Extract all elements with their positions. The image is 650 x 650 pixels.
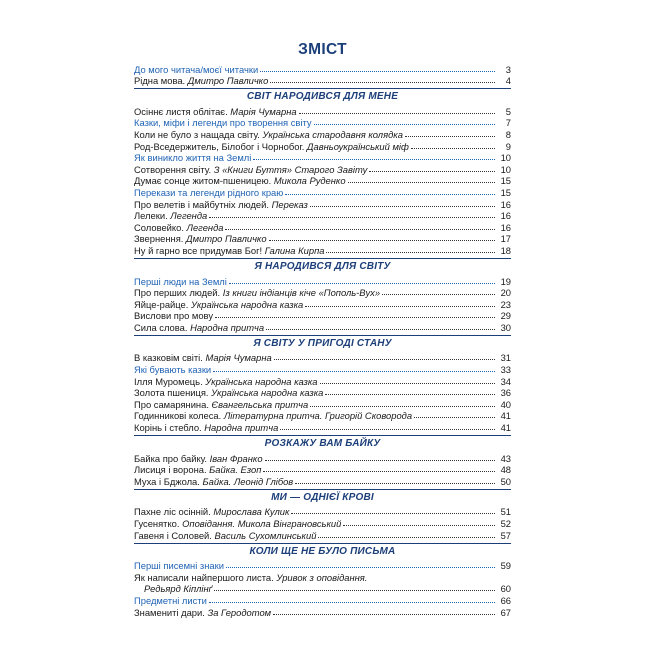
entry-title xyxy=(134,476,293,487)
entry-author: Марія Чумарна xyxy=(205,352,272,364)
entry-text: Корінь і стебло. xyxy=(134,422,205,434)
toc-subheading[interactable] xyxy=(134,63,511,75)
page-number: 19 xyxy=(500,275,511,287)
dot-leader xyxy=(280,429,495,430)
entry-title xyxy=(134,376,318,387)
dot-leader xyxy=(295,483,495,484)
entry-title xyxy=(134,410,412,421)
toc-entry[interactable] xyxy=(134,244,511,256)
entry-title xyxy=(134,310,213,321)
entry-text: Годинникові колеса. xyxy=(134,410,224,422)
dot-leader xyxy=(369,171,495,172)
entry-author: Василь Сухомлинський xyxy=(214,529,317,541)
page-number: 20 xyxy=(500,287,511,299)
page-number: 66 xyxy=(500,594,511,606)
page-number: 51 xyxy=(500,506,511,518)
dot-leader xyxy=(263,471,495,472)
page-number: 4 xyxy=(505,75,511,87)
entry-title xyxy=(134,299,303,310)
toc-entry[interactable] xyxy=(134,464,511,476)
entry-author: Байка. Езоп xyxy=(209,464,262,476)
entry-text: Осіннє листя облітає. xyxy=(134,105,231,117)
entry-author: Галина Кирпа xyxy=(264,244,325,256)
entry-title xyxy=(134,245,324,256)
page-number: 18 xyxy=(500,244,511,256)
toc-entry[interactable] xyxy=(134,571,511,583)
entry-text: Ну й гарно все придумав Бог! xyxy=(134,244,265,256)
toc-entry[interactable] xyxy=(134,128,511,140)
entry-author: Іван Франко xyxy=(209,452,263,464)
dot-leader xyxy=(260,71,495,72)
entry-text: Байка про байку. xyxy=(134,452,210,464)
entry-text: Гавеня і Соловей. xyxy=(134,529,215,541)
page-number: 3 xyxy=(505,63,511,75)
page-number: 59 xyxy=(500,560,511,572)
dot-leader xyxy=(348,182,495,183)
entry-author: Українська народна казка xyxy=(190,298,304,310)
toc-entry[interactable] xyxy=(134,198,511,210)
entry-title xyxy=(134,560,224,571)
entry-text: Предметні листи xyxy=(134,594,207,606)
dot-leader xyxy=(305,306,495,307)
page-number: 40 xyxy=(500,398,511,410)
section-heading: Я СВІТУ У ПРИГОДІ СТАНУ xyxy=(134,335,511,351)
entry-title xyxy=(134,506,289,517)
page-number: 8 xyxy=(505,128,511,140)
toc-subheading[interactable] xyxy=(134,560,511,572)
page-number: 60 xyxy=(500,583,511,595)
entry-text: Які бувають казки xyxy=(134,364,212,376)
entry-title xyxy=(134,287,380,298)
dot-leader xyxy=(214,590,495,591)
dot-leader xyxy=(273,614,495,615)
entry-author: Марія Чумарна xyxy=(230,105,297,117)
entry-text: Про велетів і майбутніх людей. xyxy=(134,198,272,210)
toc-subheading[interactable] xyxy=(134,117,511,129)
page-number: 30 xyxy=(500,321,511,333)
entry-text: Як написали найпершого листа. xyxy=(134,571,277,583)
page-number: 9 xyxy=(505,140,511,152)
entry-title xyxy=(134,518,341,529)
toc-entry[interactable] xyxy=(134,606,511,618)
toc-subheading[interactable] xyxy=(134,186,511,198)
entry-author: Дмитро Павличко xyxy=(187,75,269,87)
dot-leader xyxy=(314,124,495,125)
entry-author: Легенда xyxy=(186,221,224,233)
entry-author: Переказ xyxy=(271,198,308,210)
entry-author: Оповідання. Микола Вінграновський xyxy=(182,518,342,529)
entry-text: Соловейко. xyxy=(134,221,187,233)
toc-entry[interactable] xyxy=(134,529,511,541)
dot-leader xyxy=(253,159,495,160)
toc-subheading[interactable] xyxy=(134,594,511,606)
dot-leader xyxy=(414,417,495,418)
entry-title xyxy=(134,572,367,583)
entry-title xyxy=(134,387,323,398)
entry-text: Лелеки. xyxy=(134,210,171,222)
entry-author: Народна притча xyxy=(204,422,279,434)
entry-title xyxy=(134,595,207,606)
toc-subheading[interactable] xyxy=(134,152,511,164)
entry-author: Мирослава Кулик xyxy=(213,506,290,518)
toc-entry[interactable] xyxy=(134,221,511,233)
entry-text: Звернення. xyxy=(134,233,186,245)
dot-leader xyxy=(291,513,495,514)
page-number: 67 xyxy=(500,606,511,618)
toc-entry[interactable] xyxy=(134,105,511,117)
toc-entry[interactable] xyxy=(134,387,511,399)
dot-leader xyxy=(226,567,495,568)
page-number: 5 xyxy=(505,105,511,117)
page-number: 10 xyxy=(500,163,511,175)
page-number: 16 xyxy=(500,221,511,233)
entry-text: Перекази та легенди рідного краю xyxy=(134,186,284,198)
entry-author: Літературна притча. Григорій Сковорода xyxy=(223,410,413,422)
entry-text: Муха і Бджола. xyxy=(134,475,203,487)
toc-entry[interactable] xyxy=(134,233,511,245)
page-number: 23 xyxy=(500,298,511,310)
entry-text: Казки, міфи і легенди про творення світу xyxy=(134,117,312,129)
page-number: 52 xyxy=(500,518,511,529)
entry-text: Сотворення світу. xyxy=(134,163,214,175)
dot-leader xyxy=(299,113,495,114)
entry-title xyxy=(134,199,308,210)
toc-entry-continuation[interactable] xyxy=(134,583,511,595)
dot-leader xyxy=(215,317,495,318)
dot-leader xyxy=(411,148,495,149)
section-heading: РОЗКАЖУ ВАМ БАЙКУ xyxy=(134,435,511,451)
toc-entry[interactable] xyxy=(134,287,511,299)
entry-title xyxy=(134,422,278,433)
entry-title xyxy=(134,75,268,86)
dot-leader xyxy=(343,525,495,526)
toc-entry[interactable] xyxy=(134,452,511,464)
dot-leader xyxy=(209,217,495,218)
entry-title xyxy=(134,364,211,375)
page-number: 10 xyxy=(500,152,511,164)
entry-author: Українська народна казка xyxy=(205,375,318,387)
intro-list xyxy=(134,63,511,86)
entry-author: За Геродотом xyxy=(207,606,272,618)
page-number: 43 xyxy=(500,452,511,464)
entry-author: Українська стародавня колядка xyxy=(262,128,403,140)
entry-title xyxy=(134,117,312,128)
entry-author: Із книги індіанців кіче «Пополь-Вух» xyxy=(222,287,381,299)
entry-title xyxy=(134,399,308,410)
dot-leader xyxy=(320,383,495,384)
toc-subheading[interactable] xyxy=(134,275,511,287)
dot-leader xyxy=(405,136,495,137)
entry-author: Редьярд Кіплінґ xyxy=(144,583,212,595)
toc-entry[interactable] xyxy=(134,321,511,333)
page-title: ЗМІСТ xyxy=(298,41,347,58)
dot-leader xyxy=(326,252,495,253)
entry-title xyxy=(134,607,271,618)
toc-entry[interactable] xyxy=(134,517,511,529)
toc-entry[interactable] xyxy=(134,352,511,364)
entry-text: Сила слова. xyxy=(134,321,191,333)
entry-title xyxy=(134,106,297,117)
entry-text: Пахне ліс осінній. xyxy=(134,506,214,518)
entry-author: Народна притча xyxy=(190,321,265,333)
entry-title xyxy=(134,464,261,475)
entry-title xyxy=(134,64,258,75)
toc-entry[interactable] xyxy=(134,163,511,175)
page-number: 41 xyxy=(500,410,511,422)
toc-entry[interactable] xyxy=(134,175,511,187)
section-heading: СВІТ НАРОДИВСЯ ДЛЯ МЕНЕ xyxy=(134,88,511,104)
dot-leader xyxy=(225,229,495,230)
entry-text: Род-Вседержитель, Білобог і Чорнобог. xyxy=(134,140,307,152)
toc-entry[interactable] xyxy=(134,375,511,387)
page-number: 41 xyxy=(500,422,511,434)
page-number: 7 xyxy=(505,117,511,129)
entry-text: Як виникло життя на Землі xyxy=(134,152,252,164)
toc-entry[interactable] xyxy=(134,140,511,152)
entry-title xyxy=(134,164,367,175)
entry-title xyxy=(134,187,283,198)
entry-title xyxy=(134,210,207,221)
entry-author: З «Книги Буття» Старого Завіту xyxy=(213,163,368,175)
entry-title xyxy=(134,222,223,233)
entry-text: Гусенятко. xyxy=(134,518,183,529)
entry-text: Про перших людей. xyxy=(134,287,223,299)
entry-author: Уривок з оповідання. xyxy=(276,571,368,583)
dot-leader xyxy=(209,602,495,603)
entry-title xyxy=(134,530,316,541)
entry-title xyxy=(134,175,346,186)
page-number: 50 xyxy=(500,475,511,487)
entry-author: Українська народна казка xyxy=(211,387,324,399)
page-number: 16 xyxy=(500,210,511,222)
page-number: 31 xyxy=(500,352,511,364)
toc-entry[interactable] xyxy=(134,410,511,422)
entry-text: Перші писемні знаки xyxy=(134,560,224,572)
entry-text: В казковім світі. xyxy=(134,352,206,364)
entry-author: Байка. Леонід Глібов xyxy=(202,475,294,487)
toc-entry[interactable] xyxy=(134,75,511,87)
entry-title xyxy=(134,129,403,140)
toc-subheading[interactable] xyxy=(134,363,511,375)
toc-entry[interactable] xyxy=(134,475,511,487)
page-number: 15 xyxy=(500,186,511,198)
toc-entry[interactable] xyxy=(134,398,511,410)
page-number: 17 xyxy=(500,233,511,245)
page-number: 15 xyxy=(500,175,511,187)
entry-text: Коли не було з нащада світу. xyxy=(134,128,263,140)
entry-text: Перші люди на Землі xyxy=(134,275,227,287)
entry-author: Дмитро Павличко xyxy=(186,233,267,245)
entry-text: Рідна мова. xyxy=(134,75,188,87)
entry-text: Ілля Муромець. xyxy=(134,375,206,387)
page-number: 34 xyxy=(500,375,511,387)
entry-author: Микола Руденко xyxy=(273,175,346,187)
section-heading: КОЛИ ЩЕ НЕ БУЛО ПИСЬМА xyxy=(134,543,511,559)
entry-author: Давньоукраїнський міф xyxy=(306,140,409,152)
toc-entry[interactable] xyxy=(134,506,511,518)
dot-leader xyxy=(269,240,495,241)
entry-text: Яйце-райце. xyxy=(134,298,191,310)
entry-title xyxy=(134,322,264,333)
dot-leader xyxy=(310,406,495,407)
dot-leader xyxy=(270,82,495,83)
dot-leader xyxy=(318,537,495,538)
sections xyxy=(134,88,511,617)
entry-title xyxy=(134,233,267,244)
toc-entry[interactable] xyxy=(134,421,511,433)
dot-leader xyxy=(266,329,495,330)
page-number: 57 xyxy=(500,529,511,541)
toc-entry[interactable] xyxy=(134,298,511,310)
entry-text: Знамениті дари. xyxy=(134,606,208,618)
entry-title xyxy=(134,152,251,163)
dot-leader xyxy=(382,294,495,295)
page-number: 16 xyxy=(500,198,511,210)
entry-title xyxy=(134,141,409,152)
entry-text: Вислови про мову xyxy=(134,310,214,322)
page-number: 48 xyxy=(500,464,511,476)
dot-leader xyxy=(265,460,495,461)
section-heading: МИ — ОДНІЄЇ КРОВІ xyxy=(134,489,511,505)
dot-leader xyxy=(274,359,495,360)
entry-text: Лисиця і ворона. xyxy=(134,464,210,476)
dot-leader xyxy=(213,371,495,372)
entry-title xyxy=(134,453,263,464)
entry-text: Думає сонце житом-пшеницею. xyxy=(134,175,274,187)
toc-entry[interactable] xyxy=(134,310,511,322)
table-of-contents xyxy=(134,40,511,618)
dot-leader xyxy=(325,394,495,395)
page-number: 29 xyxy=(500,310,511,322)
entry-title xyxy=(134,352,272,363)
entry-text: Про самарянина. xyxy=(134,398,212,410)
dot-leader xyxy=(229,283,495,284)
dot-leader xyxy=(285,194,495,195)
page-number: 36 xyxy=(500,387,511,399)
entry-title xyxy=(134,276,227,287)
section-heading: Я НАРОДИВСЯ ДЛЯ СВІТУ xyxy=(134,258,511,274)
dot-leader xyxy=(310,206,495,207)
entry-author: Євангельська притча xyxy=(211,398,309,410)
entry-text: Золота пшениця. xyxy=(134,387,212,399)
toc-entry[interactable] xyxy=(134,210,511,222)
entry-text: До мого читача/моєї читачки xyxy=(134,63,259,75)
entry-author: Легенда xyxy=(170,210,208,222)
page-number: 33 xyxy=(500,364,511,376)
